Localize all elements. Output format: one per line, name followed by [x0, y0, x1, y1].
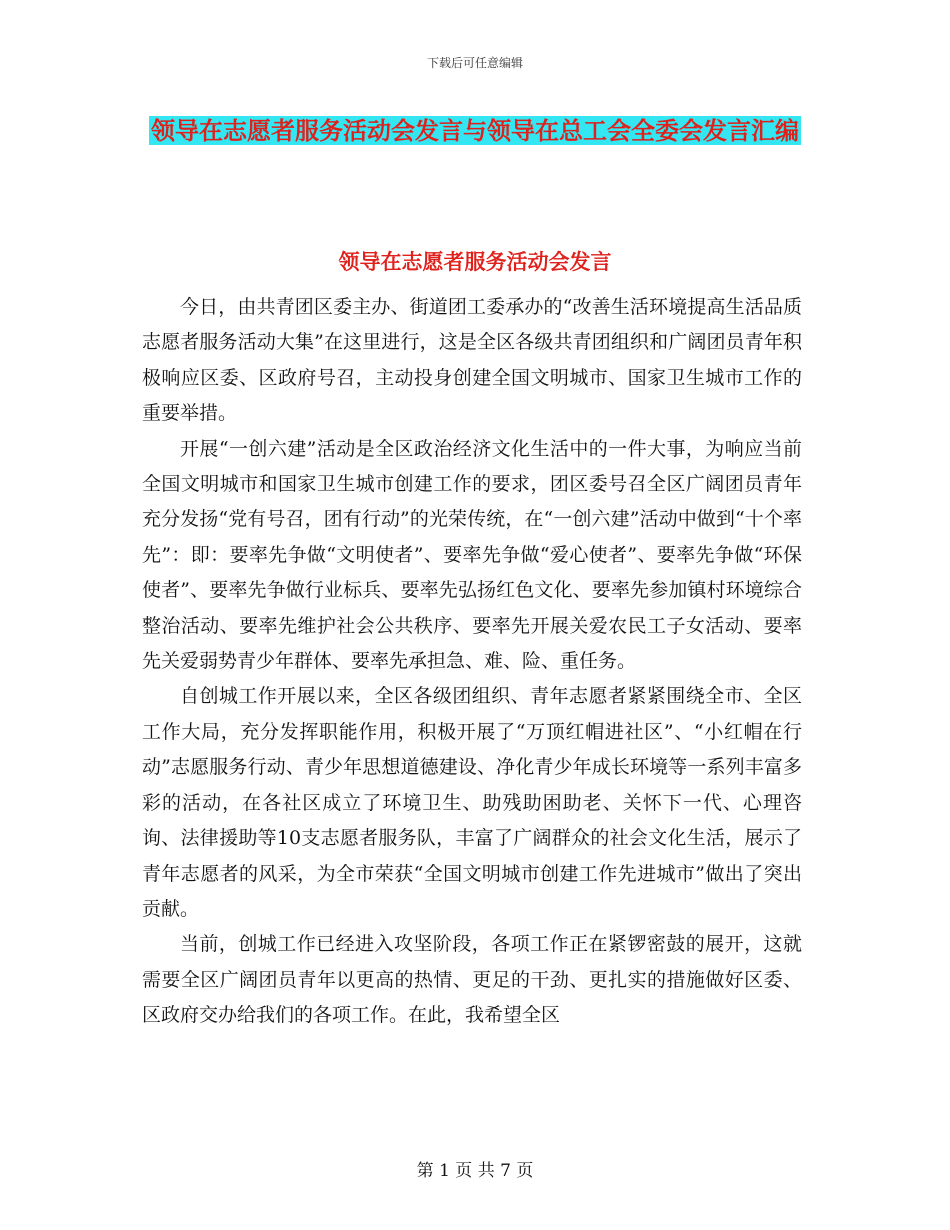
document-title — [140, 108, 810, 154]
page-footer: 第 1 页 共 7 页 — [416, 1161, 534, 1181]
document-title-text: 领导在志愿者服务活动会发言与领导在总工会全委会发言汇编 — [151, 116, 799, 145]
section-title: 领导在志愿者服务活动会发言 — [338, 249, 612, 274]
paragraph: 自创城工作开展以来，全区各级团组织、青年志愿者紧紧围绕全市、全区工作大局，充分发挥职能作用，积极开展了“万顶红帽进社区”、“小红帽在行动”志愿服务行动、青少年思想道德建设、净化青少年成长环境等一系列丰富多彩的活动，在各社区成立了环境卫生、助残助困助老、关怀下一代、心理咨询、法律援助等10支志愿者服务队，丰富了广阔群众的社会文化生活，展示了青年志愿者的风采，为全市荣获“全国文明城市创建工作先进城市”做出了突出贡献。 — [142, 685, 802, 920]
document-body — [142, 290, 802, 1034]
paragraph: 今日，由共青团区委主办、街道团工委承办的“改善生活环境提高生活品质志愿者服务活动大集”在这里进行，这是全区各级共青团组织和广阔团员青年积极响应区委、区政府号召，主动投身创建全国文明城市、国家卫生城市工作的重要举措。 — [142, 296, 802, 425]
paragraph: 开展“一创六建”活动是全区政治经济文化生活中的一件大事，为响应当前全国文明城市和国家卫生城市创建工作的要求，团区委号召全区广阔团员青年充分发扬“党有号召，团有行动”的光荣传统，在“一创六建”活动中做到“十个率先”：即：要率先争做“文明使者”、要率先争做“爱心使者”、要率先争做“环保使者”、要率先争做行业标兵、要率先弘扬红色文化、要率先参加镇村环境综合整治活动、要率先维护社会公共秩序、要率先开展关爱农民工子女活动、要率先关爱弱势青少年群体、要率先承担急、难、险、重任务。 — [142, 437, 802, 673]
header-note: 下载后可任意编辑 — [426, 56, 523, 70]
paragraph: 当前，创城工作已经进入攻坚阶段，各项工作正在紧锣密鼓的展开，这就需要全区广阔团员青年以更高的热情、更足的干劲、更扎实的措施做好区委、区政府交办给我们的各项工作。在此，我希望全区 — [142, 933, 802, 1027]
